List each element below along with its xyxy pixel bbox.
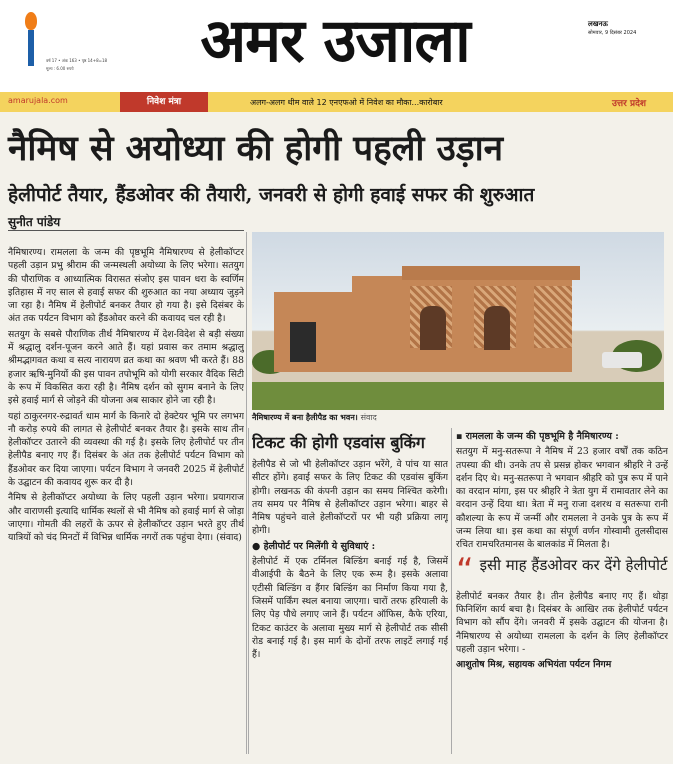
paragraph: नैमिष से हेलीकॉप्टर अयोध्या के लिए पहली उड़ान भरेगा। प्रयागराज और वाराणसी इत्यादि धार्मिक स्थलों से भी नैमिष को हवाई मार्ग से जोड़ा जाएगा। गोमती की लहरों के ऊपर से हेलीकॉप्टर उड़ान भरते हुए तीर्थ यात्रियों को चंद मिनटों में विभिन्न धार्मिक नगरों तक पहुंचा देगा। (संवाद) bbox=[8, 492, 244, 544]
subheadline: हेलीपोर्ट तैयार, हैंडओवर की तैयारी, जनवरी से होगी हवाई सफर की शुरुआत bbox=[8, 184, 535, 206]
column-divider bbox=[248, 428, 249, 754]
torch-logo-icon bbox=[22, 12, 40, 66]
column-divider bbox=[451, 428, 452, 754]
nav-bar bbox=[0, 92, 673, 112]
edition-date: सोमवार, 9 दिसंबर 2024 bbox=[588, 30, 637, 36]
paragraph: नैमिषारण्य। रामलला के जन्म की पृष्ठभूमि नैमिषारण्य से हेलीकॉप्टर पहली उड़ान प्रभु श्रीराम की जन्मस्थली अयोध्या के लिए भरेगा। सतयुग की पौराणिक व आध्यात्मिक विरासत संजोए इस पावन धरा के स्वर्णिम इतिहास में नए साल से हवाई सफर की शुरुआत का नया अध्याय जुड़ने जा रहा है। नैमिष में हेलीपोर्ट बनकर तैयार हो गया है। इसे दिसंबर के अंत तक पर्यटन विभाग को हैंडओवर करने की कवायद चल रही है। bbox=[8, 247, 244, 325]
caption-credit: संवाद bbox=[360, 413, 377, 422]
ticker-text[interactable]: अलग-अलग थीम वाले 12 एनएफओ में निवेश का मौका...कारोबार bbox=[250, 98, 443, 107]
subheading: ▪ रामलला के जन्म की पृष्ठभूमि है नैमिषारण्य : bbox=[456, 431, 619, 442]
heliport-photo bbox=[252, 232, 664, 410]
byline: सुनीत पांडेय bbox=[8, 215, 61, 229]
paragraph: हेलीपोर्ट में एक टर्मिनल बिल्डिंग बनाई गई है, जिसमें वीआईपी के बैठने के लिए एक रूम है। इसके अलावा एटीसी बिल्डिंग व हैंगर बिल्डिंग का निर्माण किया गया है, जिसमें पार्किंग स्थल बनाया जाएगा। चारों तरफ हरियाली के लिए पेड़ पौधे लगाए जाने हैं। पर्यटन ऑफिस, कैफे एरिया, टिकट काउंटर के अलावा मुख्य मार्ग से हेलीपोर्ट तक सीसी रोड बनाई गई है। इस मार्ग के दोनों तरफ लाइटें लगाई गई हैं। bbox=[252, 556, 448, 661]
quote-title: इसी माह हैंडओवर कर देंगे हेलीपोर्ट bbox=[479, 555, 668, 574]
subheading: ● हेलीपोर्ट पर मिलेंगी ये सुविधाएं : bbox=[252, 540, 376, 552]
newspaper-logo: अमर उजाला bbox=[200, 6, 470, 76]
section-heading: टिकट की होगी एडवांस बुकिंग bbox=[252, 433, 425, 452]
column-divider bbox=[246, 232, 247, 754]
caption-text: नैमिषारण्य में बना हैलीपैड का भवन। bbox=[252, 412, 358, 422]
paragraph: हेलीपैड से जो भी हेलीकॉप्टर उड़ान भरेंगे, वे पांच या सात सीटर होंगे। हवाई सफर के लिए टिकट की एडवांस बुकिंग होगी। लखनऊ की कंपनी उड़ान का समय निश्चित करेगी। तय समय पर नैमिष से हेलीकॉप्टर उड़ान भरेगा। बाहर से नैमिष पहुंचने वाले हेलीकॉप्टरों पर भी यही प्रक्रिया लागू होगी। bbox=[252, 459, 448, 537]
pull-quote bbox=[456, 550, 668, 591]
site-link[interactable]: amarujala.com bbox=[8, 96, 68, 105]
article-column-2 bbox=[252, 428, 448, 754]
issue-info: वर्ष 17 • अंक 163 • पृष्ठ 14+8=18 bbox=[46, 58, 108, 63]
quote-body: हेलीपोर्ट बनकर तैयार है। तीन हेलीपैड बनाए गए हैं। थोड़ा फिनिशिंग कार्य बचा है। दिसंबर के आखिर तक हेलीपोर्ट पर्यटन विभाग को सौंप देंगे। जनवरी में इसके उद्घाटन की योजना है। नैमिषारण्य से अयोध्या रामलला के दर्शन के लिए हेलीकॉप्टर पहली उड़ान भरेगा। - bbox=[456, 590, 668, 655]
photo-caption bbox=[252, 412, 664, 426]
masthead bbox=[0, 0, 673, 92]
quote-author: आशुतोष मिश्र, सहायक अभियंता पर्यटन निगम bbox=[456, 659, 612, 671]
article-column-1 bbox=[8, 246, 244, 754]
headline: नैमिष से अयोध्या की होगी पहली उड़ान bbox=[8, 128, 504, 169]
region-label: उत्तर प्रदेश bbox=[612, 99, 646, 109]
section-label[interactable]: निवेश मंत्रा bbox=[120, 92, 208, 112]
article-column-3 bbox=[456, 428, 668, 754]
edition-city: लखनऊ bbox=[588, 20, 608, 28]
divider bbox=[8, 230, 244, 231]
quote-icon: “ bbox=[456, 550, 474, 591]
paragraph: सतयुग के सबसे पौराणिक तीर्थ नैमिषारण्य में देश-विदेश से बड़ी संख्या में श्रद्धालु दर्शन-पूजन करने आते हैं। यहां प्रवास कर तमाम श्रद्धालु श्रीमद्भागवत कथा व सत्य नारायण व्रत कथा का श्रवण भी करते हैं। 88 हजार ऋषि-मुनियों की इस पावन तपोभूमि को योगी सरकार वैदिक सिटी के रूप में विकसित करा रही है। नैमिष दर्शन को सुगम बनाने के लिए इसे हवाई मार्ग से जोड़ने की योजना अब साकार होने जा रही है। bbox=[8, 328, 244, 407]
paragraph: सतयुग में मनु-सतरूपा ने नैमिष में 23 हजार वर्षों तक कठिन तपस्या की थी। उनके तप से प्रसन्न होकर भगवान श्रीहरि ने उन्हें दर्शन दिए थे। मनु-सतरूपा ने भगवान श्रीहरि को पुत्र रूप में पाने का वरदान मांगा, इस पर श्रीहरि ने त्रेता युग में रामावतार लेने का वरदान उन्हें दिया था। त्रेता में मनु राजा दशरथ व सतरूपा रानी कौशल्या के रूप में जन्मीं और रामलला ने उनके पुत्र के रूप में जन्म लिया था। इस कथा का संपूर्ण वर्णन गोस्वामी तुलसीदास रचित रामचरितमानस के बालकांड में मिलता है। bbox=[456, 446, 668, 551]
price-info: मूल्य : 6.00 रुपये bbox=[46, 66, 74, 71]
paragraph: यहां ठाकुरनगर-रुद्रावर्त धाम मार्ग के किनारे दो हेक्टेयर भूमि पर लगभग नौ करोड़ रुपये की लागत से हेलीपोर्ट बनकर तैयार है। इसके साथ तीन हेलीकॉप्टर उतारने की व्यवस्था की गई है। इसके लिए हेलीपोर्ट पर तीन हेलीपैड बनाए गए हैं। दिसंबर के अंत तक हेलीपोर्ट पर्यटन विभाग को हैंडओवर कर दिया जाएगा। पर्यटन विभाग ने जनवरी 2025 में हेलीपोर्ट के उद्घाटन की कवायद शुरू कर दी है। bbox=[8, 410, 244, 489]
